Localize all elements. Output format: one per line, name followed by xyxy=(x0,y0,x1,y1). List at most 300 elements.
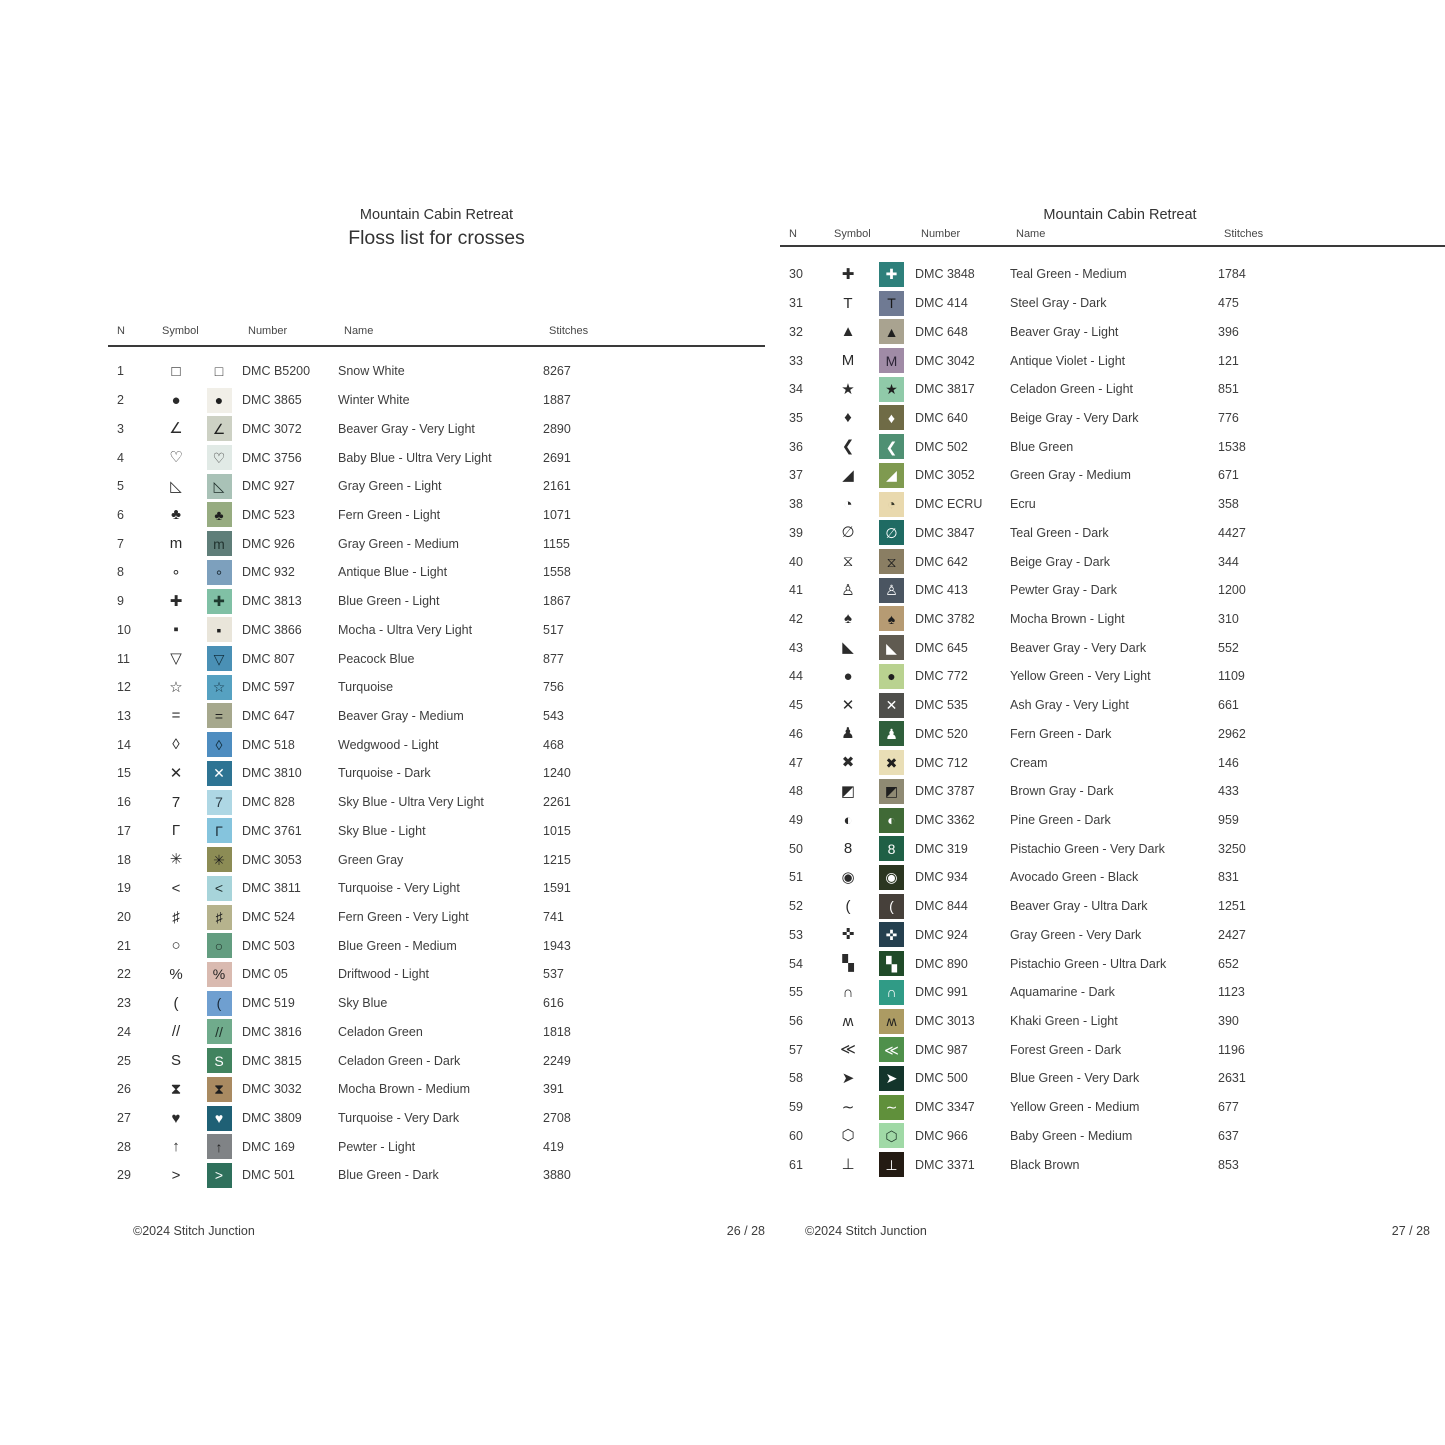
symbol-plain xyxy=(828,1042,868,1057)
floss-color-swatch: ✳ xyxy=(207,847,232,872)
floss-name: Pewter Gray - Dark xyxy=(1010,583,1117,598)
symbol-plain xyxy=(828,611,868,626)
symbol-plain xyxy=(828,1100,868,1115)
floss-name: Yellow Green - Very Light xyxy=(1010,669,1151,684)
stitch-count: 1818 xyxy=(543,1024,571,1039)
page-number: 26 / 28 xyxy=(726,1224,765,1238)
row-number: 5 xyxy=(117,479,124,494)
stitch-count: 4427 xyxy=(1218,525,1246,540)
stitch-count: 851 xyxy=(1218,382,1239,397)
symbol-swatch xyxy=(196,560,242,585)
symbol-swatch xyxy=(196,1019,242,1044)
floss-number: DMC 413 xyxy=(915,583,968,598)
col-header-name: Name xyxy=(1016,228,1046,240)
symbol-plain xyxy=(828,927,868,942)
floss-row xyxy=(108,931,765,960)
stitch-count: 2708 xyxy=(543,1111,571,1126)
symbol-swatch xyxy=(196,790,242,815)
stitch-count: 475 xyxy=(1218,296,1239,311)
symbol-plain xyxy=(156,1082,196,1097)
floss-row xyxy=(108,673,765,702)
symbol-swatch xyxy=(196,847,242,872)
floss-row xyxy=(108,1132,765,1161)
floss-number: DMC 772 xyxy=(915,669,968,684)
floss-name: Sky Blue xyxy=(338,996,388,1011)
floss-symbol-icon: T xyxy=(843,294,853,312)
floss-number: DMC 642 xyxy=(915,554,968,569)
floss-row xyxy=(780,777,1445,806)
floss-row xyxy=(108,1046,765,1075)
floss-color-swatch: // xyxy=(207,1019,232,1044)
floss-number: DMC 3347 xyxy=(915,1100,975,1115)
stitch-count: 959 xyxy=(1218,813,1239,828)
page-subtitle: Floss list for crosses xyxy=(348,227,525,249)
symbol-swatch xyxy=(196,416,242,441)
stitch-count: 877 xyxy=(543,651,564,666)
row-number: 1 xyxy=(117,364,124,379)
floss-name: Beaver Gray - Light xyxy=(1010,324,1119,339)
floss-symbol-icon: < xyxy=(171,879,181,897)
symbol-plain xyxy=(156,1139,196,1154)
floss-name: Gray Green - Medium xyxy=(338,536,459,551)
col-header-symbol: Symbol xyxy=(162,325,199,337)
row-number: 33 xyxy=(789,353,803,368)
floss-symbol-icon: ♣ xyxy=(171,506,181,524)
row-number: 9 xyxy=(117,594,124,609)
floss-color-swatch: ◢ xyxy=(879,463,904,488)
symbol-plain xyxy=(828,813,868,828)
floss-name: Baby Blue - Ultra Very Light xyxy=(338,450,492,465)
symbol-swatch xyxy=(868,635,915,660)
floss-row xyxy=(780,404,1445,433)
floss-color-swatch: ♦ xyxy=(879,405,904,430)
row-number: 42 xyxy=(789,611,803,626)
row-number: 28 xyxy=(117,1139,131,1154)
floss-number: DMC 3072 xyxy=(242,421,302,436)
stitch-count: 661 xyxy=(1218,698,1239,713)
floss-symbol-icon: ✖ xyxy=(841,754,855,772)
floss-symbol-icon: Γ xyxy=(171,822,181,840)
floss-row xyxy=(780,720,1445,749)
floss-name: Antique Violet - Light xyxy=(1010,353,1126,368)
floss-name: Aquamarine - Dark xyxy=(1010,985,1115,1000)
stitch-count: 396 xyxy=(1218,324,1239,339)
floss-name: Blue Green - Very Dark xyxy=(1010,1071,1140,1086)
floss-symbol-icon: ▚ xyxy=(842,955,854,973)
floss-color-swatch: □ xyxy=(207,359,232,384)
symbol-swatch xyxy=(196,1077,242,1102)
floss-row xyxy=(108,702,765,731)
floss-color-swatch: ◊ xyxy=(207,732,232,757)
symbol-swatch xyxy=(196,589,242,614)
floss-symbol-icon: ✕ xyxy=(169,764,183,782)
floss-row xyxy=(108,558,765,587)
symbol-plain xyxy=(828,985,868,1000)
symbol-plain xyxy=(828,755,868,770)
stitch-count: 433 xyxy=(1218,784,1239,799)
stitch-count: 1071 xyxy=(543,507,571,522)
stitch-count: 741 xyxy=(543,910,564,925)
floss-number: DMC 3811 xyxy=(242,881,301,896)
floss-row xyxy=(108,1104,765,1133)
floss-row xyxy=(780,691,1445,720)
stitch-count: 1196 xyxy=(1218,1042,1245,1057)
floss-row xyxy=(108,587,765,616)
floss-row xyxy=(780,892,1445,921)
floss-color-swatch: ♯ xyxy=(207,905,232,930)
floss-name: Beaver Gray - Medium xyxy=(338,708,464,723)
symbol-plain xyxy=(828,1014,868,1029)
row-number: 52 xyxy=(789,899,803,914)
floss-symbol-icon: ▲ xyxy=(840,323,856,341)
floss-name: Brown Gray - Dark xyxy=(1010,784,1114,799)
row-number: 49 xyxy=(789,813,803,828)
floss-symbol-icon: ( xyxy=(845,897,851,915)
row-number: 55 xyxy=(789,985,803,1000)
floss-name: Pistachio Green - Ultra Dark xyxy=(1010,956,1167,971)
symbol-plain xyxy=(156,364,196,379)
pattern-title: Mountain Cabin Retreat xyxy=(359,207,514,223)
floss-name: Turquoise - Very Dark xyxy=(338,1111,460,1126)
floss-row xyxy=(108,501,765,530)
floss-symbol-icon: ↑ xyxy=(172,1138,180,1156)
floss-color-swatch: ◩ xyxy=(879,779,904,804)
col-header-symbol: Symbol xyxy=(834,228,871,240)
floss-row xyxy=(780,576,1445,605)
floss-number: DMC 927 xyxy=(242,479,295,494)
row-number: 53 xyxy=(789,927,803,942)
symbol-plain xyxy=(828,1128,868,1143)
floss-number: DMC 890 xyxy=(915,956,968,971)
floss-table-rows xyxy=(108,357,765,1190)
floss-symbol-icon: 7 xyxy=(171,793,181,811)
stitch-count: 1591 xyxy=(543,881,571,896)
symbol-plain xyxy=(156,536,196,551)
floss-row xyxy=(780,490,1445,519)
row-number: 43 xyxy=(789,640,803,655)
symbol-swatch xyxy=(868,1009,915,1034)
col-header-number: Number xyxy=(921,228,961,240)
stitch-count: 1200 xyxy=(1218,583,1246,598)
symbol-swatch xyxy=(196,359,242,384)
symbol-swatch xyxy=(868,693,915,718)
symbol-swatch xyxy=(868,549,915,574)
floss-number: DMC 3013 xyxy=(915,1014,975,1029)
floss-row xyxy=(108,644,765,673)
floss-symbol-icon: ⧖ xyxy=(842,553,854,571)
symbol-plain xyxy=(156,967,196,982)
row-number: 6 xyxy=(117,507,124,522)
floss-color-swatch: ✚ xyxy=(879,262,904,287)
row-number: 15 xyxy=(117,766,131,781)
floss-color-swatch: ʍ xyxy=(879,1009,904,1034)
floss-name: Pistachio Green - Very Dark xyxy=(1010,841,1165,856)
symbol-plain xyxy=(156,881,196,896)
symbol-plain xyxy=(156,1111,196,1126)
row-number: 59 xyxy=(789,1100,803,1115)
floss-row xyxy=(780,633,1445,662)
row-number: 4 xyxy=(117,450,124,465)
floss-name: Fern Green - Dark xyxy=(1010,726,1112,741)
floss-color-swatch: ♙ xyxy=(879,578,904,603)
floss-row xyxy=(108,615,765,644)
symbol-swatch xyxy=(196,732,242,757)
floss-row xyxy=(108,730,765,759)
floss-number: DMC 3865 xyxy=(242,393,302,408)
symbol-plain xyxy=(828,468,868,483)
floss-number: DMC 926 xyxy=(242,536,295,551)
floss-symbol-icon: ♟ xyxy=(841,725,855,743)
floss-number: DMC 647 xyxy=(242,708,295,723)
symbol-swatch xyxy=(196,933,242,958)
floss-name: Peacock Blue xyxy=(338,651,415,666)
symbol-swatch xyxy=(868,606,915,631)
floss-number: DMC 991 xyxy=(915,985,968,1000)
symbol-plain xyxy=(828,554,868,569)
stitch-count: 2161 xyxy=(543,479,571,494)
floss-name: Turquoise - Very Light xyxy=(338,881,460,896)
symbol-swatch xyxy=(196,1163,242,1188)
floss-name: Gray Green - Light xyxy=(338,479,442,494)
floss-color-swatch: ⧗ xyxy=(207,1077,232,1102)
symbol-plain xyxy=(828,899,868,914)
floss-name: Teal Green - Medium xyxy=(1010,267,1127,282)
floss-number: DMC 934 xyxy=(915,870,968,885)
floss-name: Beaver Gray - Very Light xyxy=(338,421,475,436)
symbol-swatch xyxy=(868,922,915,947)
floss-name: Blue Green - Light xyxy=(338,594,440,609)
floss-number: DMC 520 xyxy=(915,726,968,741)
row-number: 13 xyxy=(117,708,131,723)
floss-row xyxy=(780,260,1445,289)
floss-number: DMC 3866 xyxy=(242,622,302,637)
floss-row xyxy=(108,529,765,558)
floss-color-swatch: ( xyxy=(879,894,904,919)
floss-symbol-icon: ♦ xyxy=(844,409,852,427)
floss-symbol-icon: ♥ xyxy=(171,1109,181,1127)
floss-color-swatch: 7 xyxy=(207,790,232,815)
stitch-count: 1538 xyxy=(1218,439,1246,454)
floss-symbol-icon: □ xyxy=(171,362,181,380)
floss-number: DMC 3052 xyxy=(915,468,975,483)
symbol-swatch xyxy=(868,319,915,344)
floss-color-swatch: ▲ xyxy=(879,319,904,344)
floss-symbol-icon: ◩ xyxy=(840,782,856,800)
floss-color-swatch: ✖ xyxy=(879,750,904,775)
floss-name: Blue Green - Medium xyxy=(338,938,457,953)
floss-row xyxy=(780,1150,1445,1179)
floss-symbol-icon: ⊥ xyxy=(841,1156,855,1174)
symbol-plain xyxy=(828,956,868,971)
floss-name: Ecru xyxy=(1010,497,1036,512)
floss-row xyxy=(108,817,765,846)
symbol-swatch xyxy=(868,405,915,430)
symbol-swatch xyxy=(868,808,915,833)
symbol-swatch xyxy=(196,675,242,700)
floss-number: DMC 3848 xyxy=(915,267,975,282)
symbol-swatch xyxy=(868,664,915,689)
symbol-swatch xyxy=(196,474,242,499)
floss-color-swatch: ▪ xyxy=(207,617,232,642)
row-number: 61 xyxy=(789,1157,803,1172)
symbol-plain xyxy=(828,382,868,397)
stitch-count: 1251 xyxy=(1218,899,1246,914)
floss-number: DMC 3847 xyxy=(915,525,975,540)
row-number: 58 xyxy=(789,1071,803,1086)
floss-symbol-icon: ✚ xyxy=(169,592,183,610)
symbol-swatch xyxy=(196,962,242,987)
floss-row xyxy=(108,357,765,386)
floss-name: Beige Gray - Dark xyxy=(1010,554,1111,569)
floss-symbol-icon: ◣ xyxy=(842,639,854,657)
floss-symbol-icon: ( xyxy=(173,994,179,1012)
floss-row xyxy=(108,874,765,903)
row-number: 29 xyxy=(117,1168,131,1183)
floss-name: Black Brown xyxy=(1010,1157,1080,1172)
floss-row xyxy=(780,834,1445,863)
floss-number: DMC 501 xyxy=(242,1168,295,1183)
row-number: 25 xyxy=(117,1053,131,1068)
stitch-count: 1943 xyxy=(543,938,571,953)
floss-number: DMC 597 xyxy=(242,680,295,695)
floss-row xyxy=(780,921,1445,950)
floss-number: DMC 414 xyxy=(915,296,968,311)
floss-name: Fern Green - Light xyxy=(338,507,441,522)
floss-name: Steel Gray - Dark xyxy=(1010,296,1107,311)
floss-color-swatch: ⧖ xyxy=(879,549,904,574)
floss-symbol-icon: ♯ xyxy=(172,908,180,926)
symbol-swatch xyxy=(196,617,242,642)
floss-color-swatch: ♟ xyxy=(879,721,904,746)
stitch-count: 1240 xyxy=(543,766,571,781)
floss-number: DMC 932 xyxy=(242,565,295,580)
floss-symbol-icon: ⧗ xyxy=(170,1080,182,1098)
stitch-count: 853 xyxy=(1218,1157,1239,1172)
floss-row xyxy=(108,1075,765,1104)
floss-row xyxy=(780,461,1445,490)
symbol-plain xyxy=(828,324,868,339)
floss-number: DMC 924 xyxy=(915,927,968,942)
symbol-plain xyxy=(156,479,196,494)
symbol-swatch xyxy=(868,291,915,316)
floss-color-swatch: ♠ xyxy=(879,606,904,631)
floss-color-swatch: ○ xyxy=(207,933,232,958)
symbol-swatch xyxy=(196,388,242,413)
floss-symbol-icon: ✕ xyxy=(841,696,855,714)
floss-number: DMC 712 xyxy=(915,755,968,770)
symbol-plain xyxy=(156,507,196,522)
stitch-count: 831 xyxy=(1218,870,1239,885)
row-number: 3 xyxy=(117,421,124,436)
floss-color-swatch: M xyxy=(879,348,904,373)
floss-number: DMC 987 xyxy=(915,1042,968,1057)
floss-symbol-icon: ∼ xyxy=(841,1098,855,1116)
table-header-rule xyxy=(780,245,1445,247)
col-header-name: Name xyxy=(344,325,374,337)
table-header xyxy=(108,325,765,337)
symbol-plain xyxy=(828,784,868,799)
symbol-swatch xyxy=(196,818,242,843)
stitch-count: 121 xyxy=(1218,353,1239,368)
stitch-count: 1867 xyxy=(543,594,571,609)
floss-row xyxy=(780,289,1445,318)
floss-color-swatch: ☆ xyxy=(207,675,232,700)
row-number: 41 xyxy=(789,583,803,598)
floss-color-swatch: ∘ xyxy=(207,560,232,585)
row-number: 12 xyxy=(117,680,131,695)
floss-name: Cream xyxy=(1010,755,1048,770)
floss-number: DMC 844 xyxy=(915,899,968,914)
floss-row xyxy=(108,788,765,817)
symbol-swatch xyxy=(868,348,915,373)
floss-row xyxy=(780,1007,1445,1036)
floss-name: Celadon Green - Light xyxy=(1010,382,1133,397)
floss-number: DMC 3817 xyxy=(915,382,975,397)
page-footer xyxy=(133,1224,765,1238)
floss-number: DMC 807 xyxy=(242,651,295,666)
row-number: 57 xyxy=(789,1042,803,1057)
symbol-swatch xyxy=(196,445,242,470)
stitch-count: 1887 xyxy=(543,393,571,408)
floss-name: Gray Green - Very Dark xyxy=(1010,927,1142,942)
symbol-plain xyxy=(828,410,868,425)
floss-color-swatch: ♣ xyxy=(207,502,232,527)
floss-color-swatch: ◐ xyxy=(879,808,904,833)
stitch-count: 652 xyxy=(1218,956,1239,971)
floss-color-swatch: ≪ xyxy=(879,1037,904,1062)
row-number: 45 xyxy=(789,698,803,713)
floss-symbol-icon: m xyxy=(169,535,183,553)
symbol-swatch xyxy=(868,578,915,603)
floss-color-swatch: > xyxy=(207,1163,232,1188)
floss-color-swatch: ⬡ xyxy=(879,1123,904,1148)
symbol-plain xyxy=(828,353,868,368)
stitch-count: 2890 xyxy=(543,421,571,436)
copyright-text: ©2024 Stitch Junction xyxy=(805,1224,927,1238)
stitch-count: 776 xyxy=(1218,410,1239,425)
row-number: 51 xyxy=(789,870,803,885)
row-number: 17 xyxy=(117,823,131,838)
floss-symbol-icon: ◉ xyxy=(841,868,855,886)
floss-name: Beaver Gray - Very Dark xyxy=(1010,640,1147,655)
symbol-plain xyxy=(828,439,868,454)
floss-color-swatch: ( xyxy=(207,991,232,1016)
floss-number: DMC 3816 xyxy=(242,1024,302,1039)
symbol-swatch xyxy=(868,894,915,919)
row-number: 32 xyxy=(789,324,803,339)
symbol-plain xyxy=(156,852,196,867)
floss-symbol-icon: ◊ xyxy=(172,736,180,754)
floss-number: DMC 319 xyxy=(915,841,968,856)
floss-number: DMC 3053 xyxy=(242,852,302,867)
floss-symbol-icon: ≪ xyxy=(840,1041,856,1059)
stitch-count: 1109 xyxy=(1218,669,1245,684)
symbol-plain xyxy=(156,450,196,465)
floss-name: Beaver Gray - Ultra Dark xyxy=(1010,899,1148,914)
copyright-text: ©2024 Stitch Junction xyxy=(133,1224,255,1238)
floss-symbol-icon: ♙ xyxy=(841,581,855,599)
floss-symbol-icon: ∩ xyxy=(842,983,854,1001)
floss-color-swatch: ✚ xyxy=(207,589,232,614)
floss-name: Mocha Brown - Light xyxy=(1010,611,1125,626)
stitch-count: 677 xyxy=(1218,1100,1239,1115)
floss-color-swatch: ∅ xyxy=(879,520,904,545)
floss-row xyxy=(108,960,765,989)
stitch-count: 2427 xyxy=(1218,927,1246,942)
floss-name: Ash Gray - Very Light xyxy=(1010,698,1129,713)
symbol-plain xyxy=(156,1168,196,1183)
floss-symbol-icon: ▪ xyxy=(173,621,179,639)
